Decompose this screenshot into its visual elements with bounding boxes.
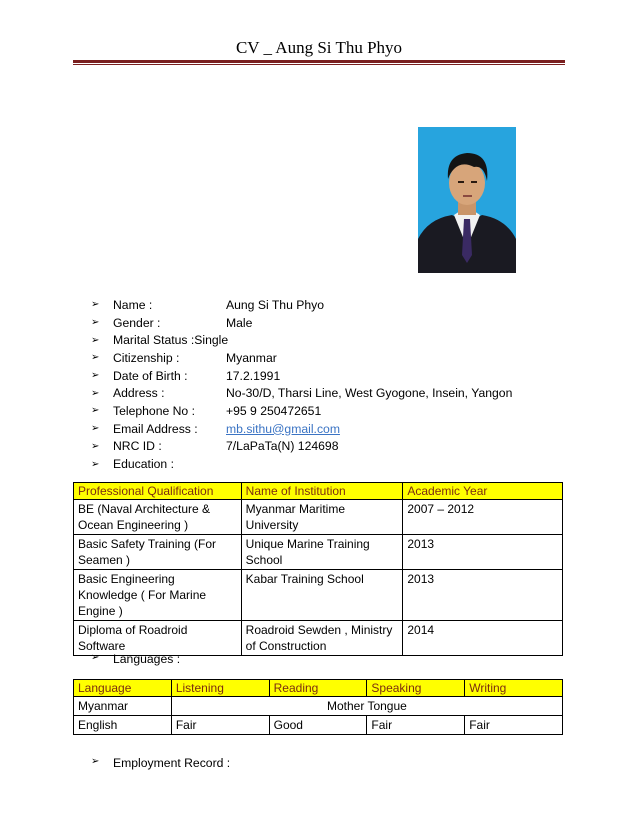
institution-cell: Roadroid Sewden , Ministry of Construction — [241, 621, 403, 656]
personal-details-list — [91, 296, 513, 473]
qualification-cell: BE (Naval Architecture & Ocean Engineering ) — [74, 500, 242, 535]
languages-heading — [91, 652, 181, 666]
list-item-name — [91, 296, 325, 314]
arrow-bullet-icon: ➢ — [91, 440, 100, 452]
year-cell: 2014 — [403, 621, 563, 656]
column-header: Listening — [171, 680, 269, 697]
language-cell: English — [74, 716, 172, 735]
speaking-cell: Fair — [367, 716, 465, 735]
arrow-bullet-icon: ➢ — [91, 317, 100, 329]
header-rule-thick — [73, 60, 565, 63]
name-label: Name : — [113, 297, 153, 312]
arrow-bullet-icon: ➢ — [91, 458, 100, 470]
column-header: Academic Year — [403, 483, 563, 500]
reading-cell: Good — [269, 716, 367, 735]
list-item-education — [91, 455, 174, 473]
column-header: Name of Institution — [241, 483, 403, 500]
qualification-cell: Diploma of Roadroid Software — [74, 621, 242, 656]
dob-label: Date of Birth : — [113, 368, 188, 383]
address-label: Address : — [113, 386, 165, 401]
year-cell: 2013 — [403, 570, 563, 621]
writing-cell: Fair — [465, 716, 563, 735]
list-item-marital-status — [91, 331, 229, 349]
telephone-label: Telephone No : — [113, 403, 195, 418]
profile-photo — [418, 127, 516, 273]
list-item-dob — [91, 367, 281, 385]
list-item-nrc — [91, 438, 339, 456]
mother-tongue-cell: Mother Tongue — [171, 697, 562, 716]
table-row — [74, 716, 563, 735]
institution-cell: Myanmar Maritime University — [241, 500, 403, 535]
qualification-cell: Basic Engineering Knowledge ( For Marine Engine ) — [74, 570, 242, 621]
arrow-bullet-icon: ➢ — [91, 423, 100, 435]
table-row — [74, 697, 563, 716]
arrow-bullet-icon: ➢ — [91, 299, 100, 311]
table-row — [74, 535, 563, 570]
document-title: CV _ Aung Si Thu Phyo — [235, 38, 403, 57]
year-cell: 2007 – 2012 — [403, 500, 563, 535]
list-item-telephone — [91, 402, 322, 420]
education-table — [73, 482, 563, 656]
column-header: Reading — [269, 680, 367, 697]
name-value: Aung Si Thu Phyo — [226, 297, 325, 312]
qualification-cell: Basic Safety Training (For Seamen ) — [74, 535, 242, 570]
gender-label: Gender : — [113, 315, 161, 330]
column-header: Speaking — [367, 680, 465, 697]
arrow-bullet-icon: ➢ — [91, 370, 100, 382]
address-value: No-30/D, Tharsi Line, West Gyogone, Insein, Yangon — [226, 386, 513, 401]
marital-status-label: Marital Status :Single — [113, 333, 229, 348]
column-header: Writing — [465, 680, 563, 697]
list-item-email — [91, 420, 340, 438]
list-item-gender — [91, 314, 253, 332]
employment-heading — [91, 756, 231, 770]
column-header: Professional Qualification — [74, 483, 242, 500]
email-link[interactable]: mb.sithu@gmail.com — [226, 421, 340, 436]
arrow-bullet-icon: ➢ — [91, 652, 100, 663]
table-row — [74, 570, 563, 621]
arrow-bullet-icon: ➢ — [91, 387, 100, 399]
nrc-label: NRC ID : — [113, 439, 162, 454]
arrow-bullet-icon: ➢ — [91, 334, 100, 346]
institution-cell: Unique Marine Training School — [241, 535, 403, 570]
gender-value: Male — [226, 315, 253, 330]
list-item-citizenship — [91, 349, 277, 367]
institution-cell: Kabar Training School — [241, 570, 403, 621]
email-label: Email Address : — [113, 421, 198, 436]
languages-table — [73, 679, 563, 735]
header-rule-thin — [73, 64, 565, 65]
arrow-bullet-icon: ➢ — [91, 756, 100, 767]
citizenship-label: Citizenship : — [113, 350, 180, 365]
table-row — [74, 621, 563, 656]
table-header-row — [74, 680, 563, 697]
list-item-address — [91, 384, 513, 402]
listening-cell: Fair — [171, 716, 269, 735]
dob-value: 17.2.1991 — [226, 368, 281, 383]
arrow-bullet-icon: ➢ — [91, 405, 100, 417]
nrc-value: 7/LaPaTa(N) 124698 — [226, 439, 339, 454]
education-label: Education : — [113, 457, 174, 472]
telephone-value: +95 9 250472651 — [226, 403, 322, 418]
arrow-bullet-icon: ➢ — [91, 352, 100, 364]
table-header-row — [74, 483, 563, 500]
table-row — [74, 500, 563, 535]
employment-label: Employment Record : — [113, 756, 231, 770]
column-header: Language — [74, 680, 172, 697]
language-cell: Myanmar — [74, 697, 172, 716]
year-cell: 2013 — [403, 535, 563, 570]
citizenship-value: Myanmar — [226, 350, 277, 365]
languages-label: Languages : — [113, 652, 181, 666]
